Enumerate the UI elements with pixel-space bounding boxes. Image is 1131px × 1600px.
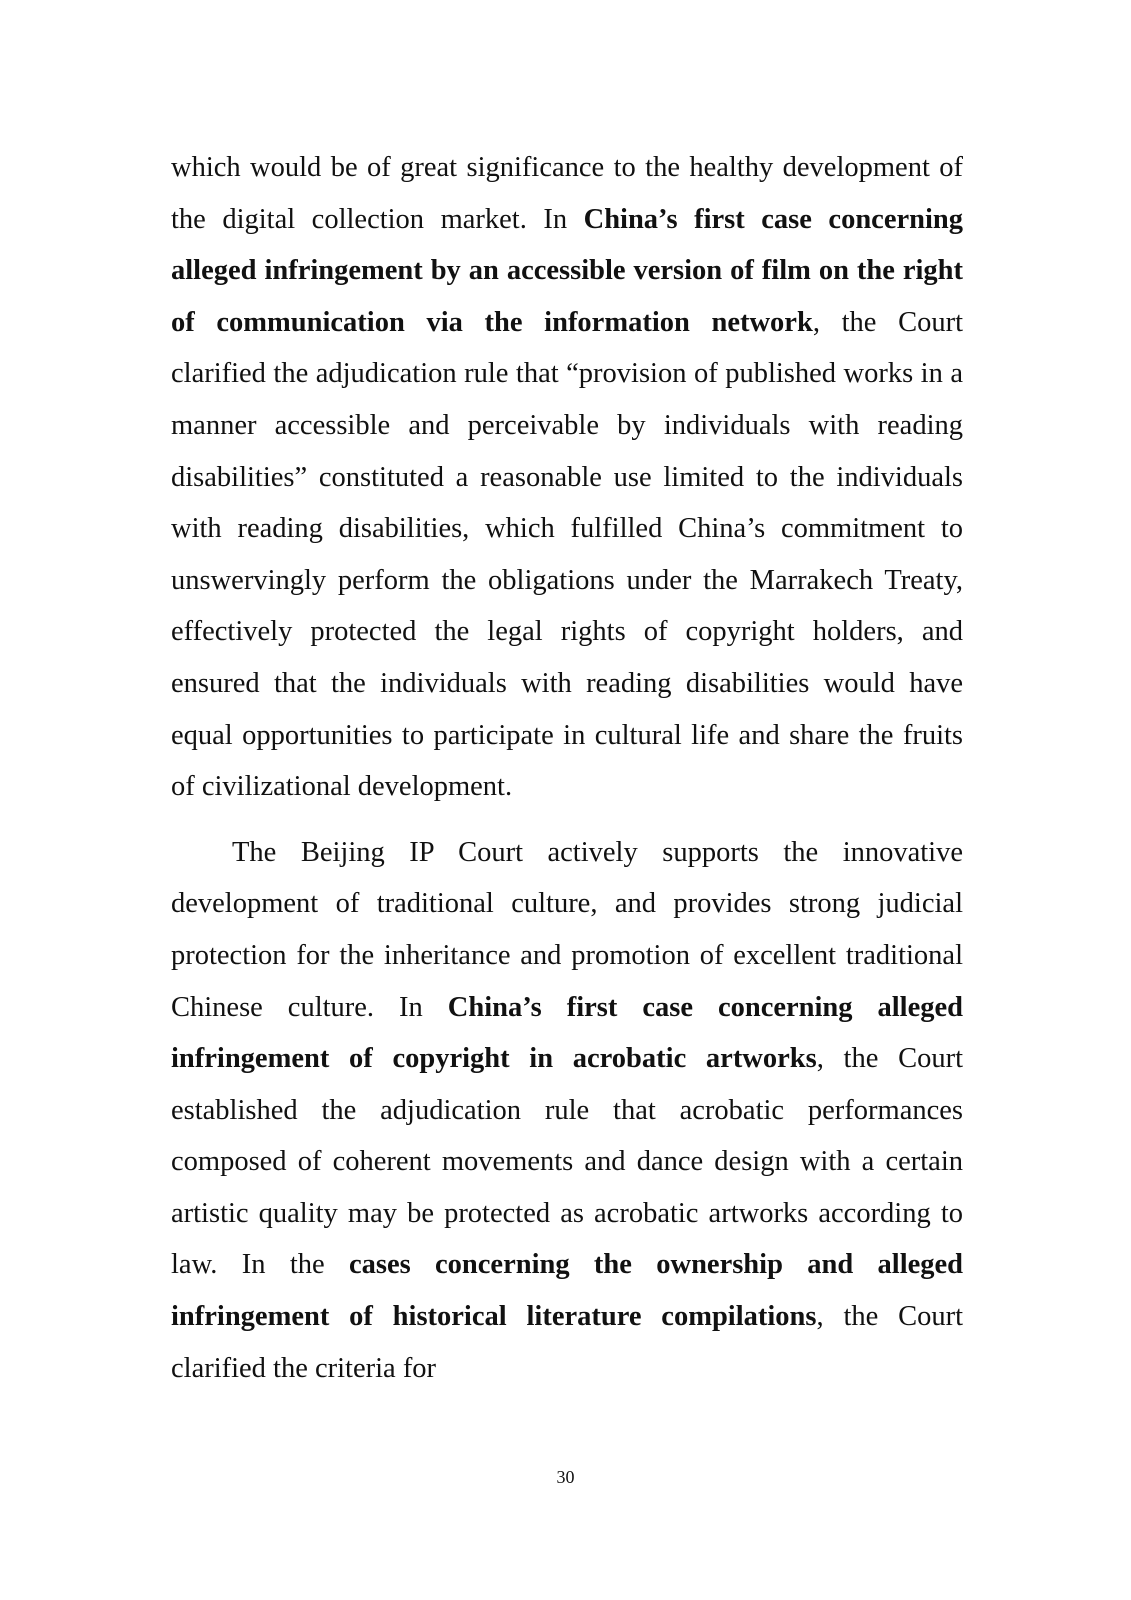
paragraph-2-text: The Beijing IP Court actively supports the innovative development of traditional culture, and provides strong judicial protection for the inheritance and promotion of excellent traditional Chinese culture. In [171, 836, 963, 1023]
paragraph-1-text: , the Court clarified the adjudication rule that “provision of published works in a manner accessible and perceivable by individuals with reading disabilities” constituted a reasonable use limited to the individuals with reading disabilities, which fulfilled China’s commitment to unswervingly perform the obligations under the Marrakech Treaty, effectively protected the legal rights of copyright holders, and ensured that the individuals with reading disabilities would have equal opportunities to participate in cultural life and share the fruits of civilizational development. [171, 306, 963, 803]
body-text [171, 142, 963, 1394]
paragraph-1 [171, 142, 963, 813]
page-number: 30 [556, 1467, 575, 1487]
case-title-historical-literature: cases concerning the ownership and alleged infringement of historical literature compilations [171, 1249, 964, 1333]
case-title-accessible-film: China’s first case concerning alleged infringement by an accessible version of film on the right of communication via the information network [171, 203, 963, 338]
paragraph-2 [171, 827, 963, 1395]
paragraph-1-text: which would be of great significance to the healthy development of the digital collection market. In [171, 152, 963, 235]
paragraph-2-text: , the Court established the adjudication rule that acrobatic performances composed of coherent movements and dance design with a certain artistic quality may be protected as acrobatic artworks according to law. In the [171, 1043, 963, 1281]
case-title-acrobatic-artworks: China’s first case concerning alleged infringement of copyright in acrobatic artworks [171, 991, 964, 1075]
paragraph-2-text: , the Court clarified the criteria for [171, 1301, 963, 1384]
